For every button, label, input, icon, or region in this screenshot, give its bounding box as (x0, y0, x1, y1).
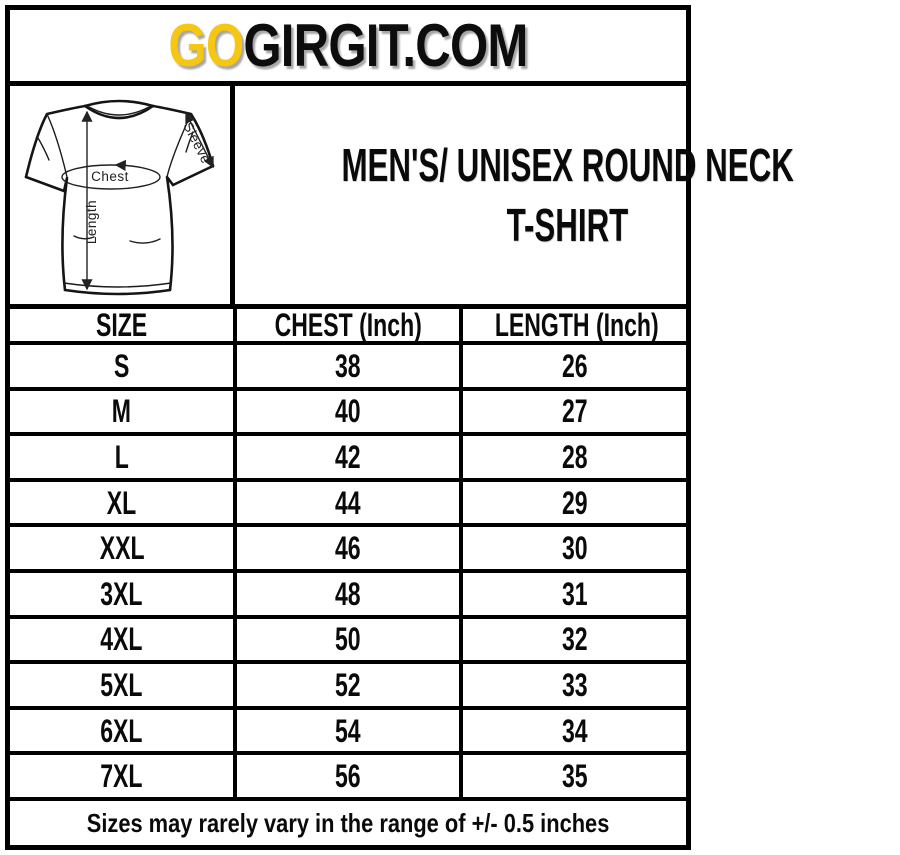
length-cell: 33 (461, 662, 686, 708)
brand-logo-prefix: GO (168, 11, 244, 79)
column-header-size: SIZE (10, 309, 235, 343)
size-row-7xl (10, 753, 686, 799)
size-cell: XXL (10, 525, 235, 571)
tshirt-diagram-svg (10, 86, 235, 309)
length-cell: 29 (461, 480, 686, 526)
diagram-label-chest: Chest (91, 169, 129, 184)
size-cell: S (10, 343, 235, 389)
chest-cell: 52 (235, 662, 460, 708)
length-cell: 26 (461, 343, 686, 389)
size-row-l (10, 434, 686, 480)
size-cell: 3XL (10, 571, 235, 617)
size-cell: 6XL (10, 708, 235, 754)
tshirt-measurement-diagram (10, 86, 235, 304)
size-cell: L (10, 434, 235, 480)
footer-note (10, 801, 686, 845)
size-row-xxl (10, 525, 686, 571)
column-header-length: LENGTH (Inch) (461, 309, 686, 343)
size-row-xl (10, 480, 686, 526)
diagram-label-sleeve: Sleeve (180, 119, 214, 167)
size-table-header-row (10, 309, 686, 343)
chart-frame (5, 5, 794, 850)
length-cell: 34 (461, 708, 686, 754)
size-cell: 5XL (10, 662, 235, 708)
brand-logo-suffix: GIRGIT.COM (243, 11, 528, 79)
size-cell: 4XL (10, 617, 235, 663)
size-table (10, 309, 686, 801)
product-title-line2: T-SHIRT (506, 199, 629, 251)
size-row-m (10, 389, 686, 435)
size-cell: XL (10, 480, 235, 526)
chest-cell: 38 (235, 343, 460, 389)
size-cell: M (10, 389, 235, 435)
chest-cell: 46 (235, 525, 460, 571)
product-title (235, 86, 900, 304)
diagram-label-length: Length (84, 199, 99, 245)
chest-cell: 56 (235, 753, 460, 799)
size-row-3xl (10, 571, 686, 617)
chest-arrow (116, 165, 127, 166)
chest-cell: 44 (235, 480, 460, 526)
chest-cell: 42 (235, 434, 460, 480)
size-cell: 7XL (10, 753, 235, 799)
length-cell: 27 (461, 389, 686, 435)
chest-cell: 50 (235, 617, 460, 663)
size-row-4xl (10, 617, 686, 663)
length-cell: 28 (461, 434, 686, 480)
size-row-6xl (10, 708, 686, 754)
brand-header (10, 10, 686, 86)
chest-cell: 40 (235, 389, 460, 435)
chest-cell: 48 (235, 571, 460, 617)
size-row-s (10, 343, 686, 389)
length-cell: 30 (461, 525, 686, 571)
column-header-chest: CHEST (Inch) (235, 309, 460, 343)
length-cell: 32 (461, 617, 686, 663)
chest-cell: 54 (235, 708, 460, 754)
length-cell: 31 (461, 571, 686, 617)
diagram-title-band (10, 86, 794, 309)
footer-note-text: Sizes may rarely vary in the range of +/- 0.5 inches (86, 808, 610, 838)
size-table-wrap (10, 309, 686, 801)
size-row-5xl (10, 662, 686, 708)
product-title-line1: MEN'S/ UNISEX ROUND NECK (341, 139, 794, 191)
brand-logo (168, 11, 528, 79)
length-cell: 35 (461, 753, 686, 799)
